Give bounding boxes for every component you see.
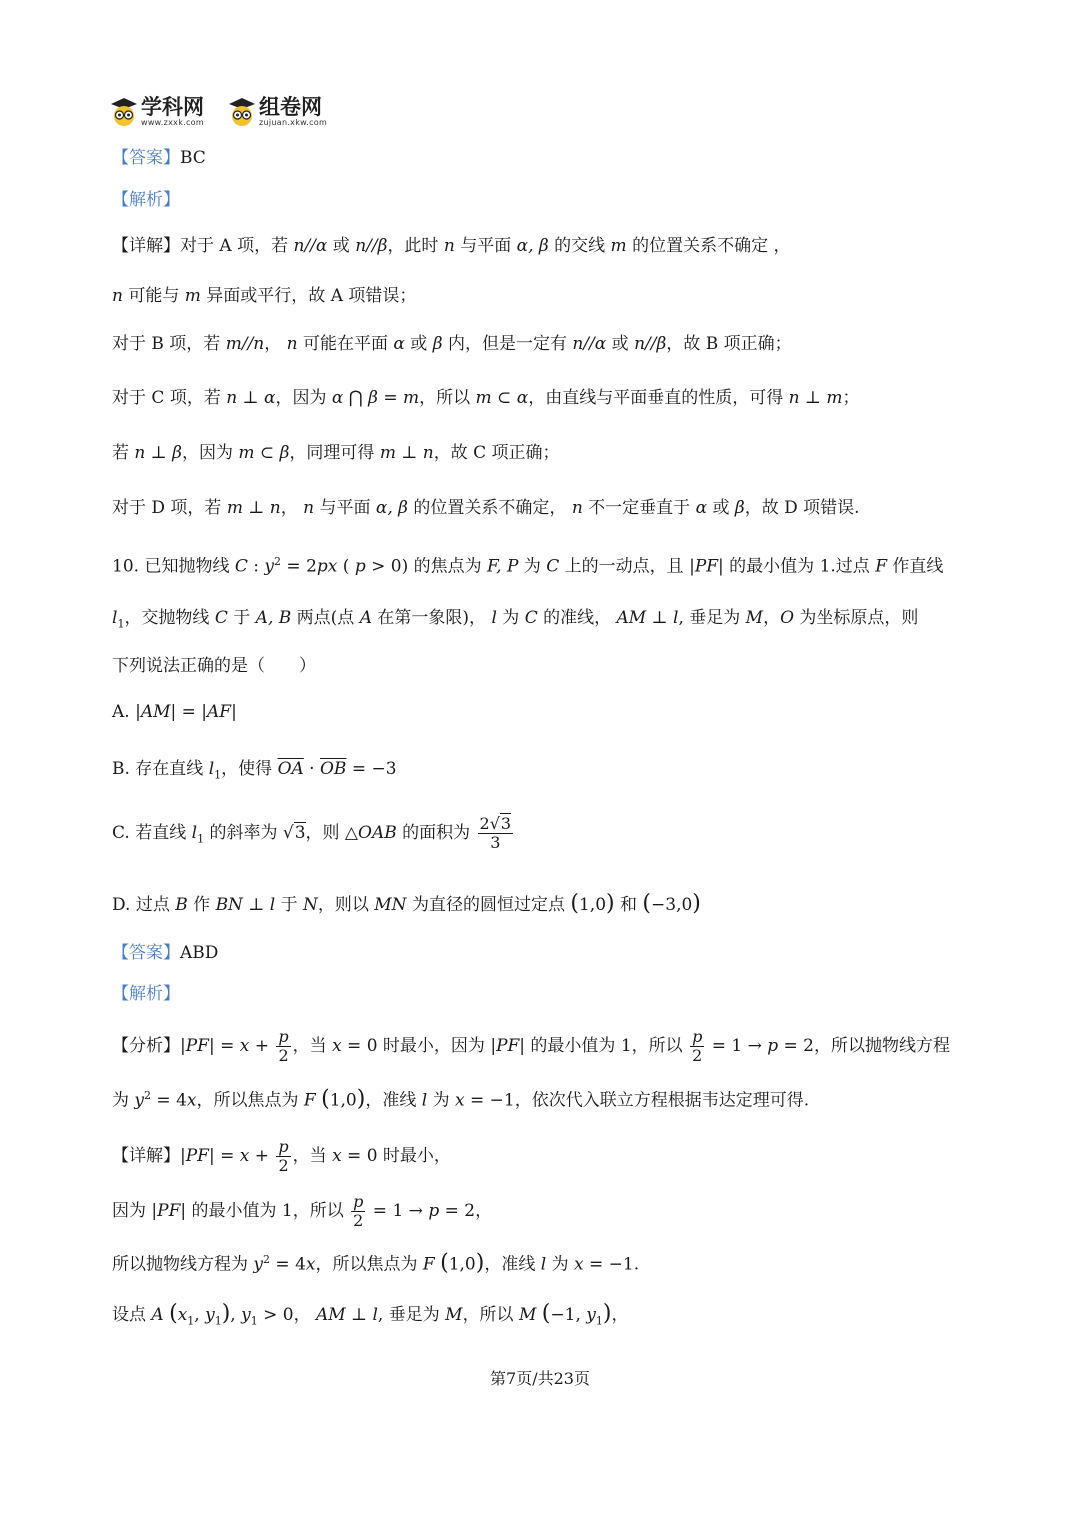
logo-name: 组卷网: [259, 95, 322, 119]
option-d: D. 过点 B 作 BN ⊥ l 于 N，则以 MN 为直径的圆恒过定点 (1,0) 和 (−3,0): [112, 891, 701, 916]
q9-detail-line-6: 对于 D 项，若 m ⊥ n， n 与平面 α, β 的位置关系不确定， n 不一定垂直于 α 或 β，故 D 项错误.: [112, 498, 860, 518]
q10-stem-line-2: $l_1$，交抛物线 C 于 A, B 两点(点 A 在第一象限)， l 为 C 的准线， AM ⊥ l, 垂足为 M，O 为坐标原点，则: [112, 608, 919, 631]
answer-value: BC: [180, 148, 206, 168]
q9-analysis-line: [112, 188, 180, 212]
q10-fenxi-line-2: 为 $y^2 = 4x$，所以焦点为 F (1,0)，准线 l 为 x = −1，依次代入联立方程根据韦达定理可得.: [112, 1086, 810, 1112]
page-footer: 第7页/共23页: [490, 1369, 590, 1388]
logo-name: 学科网: [141, 95, 204, 119]
q10-detail-line-4: 设点 A ($x_1$, $y_1$), $y_1 > 0$， AM ⊥ l, 垂足为 M，所以 M (−1, $y_1$)，: [112, 1301, 629, 1328]
q10-fenxi-line-1: 【分析】|PF| = x + $\frac{p}{2}$ ，当 x = 0 时最小，因为 |PF| 的最小值为 1，所以 $\frac{p}{2}$ = 1 → p = 2，所以抛物线方程: [112, 1027, 950, 1065]
logo-url: www.zxxk.com: [141, 118, 204, 127]
q10-stem-line-1: 10. 已知抛物线 C : $y^2 = 2px$ ( p > 0) 的焦点为 F, P 为 C 上的一动点，且 |PF| 的最小值为 1.过点 F 作直线: [112, 555, 944, 577]
q10-answer-line: [112, 941, 218, 965]
option-b: B. 存在直线 $l_1$，使得 $\overline{OA} \cdot \overline{OB} = -3$: [112, 759, 397, 782]
q10-detail-line-3: 所以抛物线方程为 $y^2 = 4x$，所以焦点为 F (1,0)，准线 l 为 x = −1.: [112, 1250, 640, 1276]
q10-detail-line-2: 因为 |PF| 的最小值为 1，所以 $\frac{p}{2}$ = 1 → p = 2，: [112, 1192, 493, 1230]
analysis-tag: 【解析】: [112, 190, 180, 210]
q10-detail-line-1: 【详解】|PF| = x + $\frac{p}{2}$ ，当 x = 0 时最小，: [112, 1137, 451, 1175]
zujuan-logo: [228, 96, 327, 127]
option-c: C. 若直线 $l_1$ 的斜率为 √3，则 △OAB 的面积为 $\frac{2√3}{3}$: [112, 814, 512, 852]
detail-tag: 【详解】: [112, 1146, 180, 1166]
owl-face-icon: [110, 97, 138, 127]
q9-answer-line: [112, 146, 206, 170]
option-a: A. |AM| = |AF|: [112, 702, 237, 722]
q9-detail-line-2: n 可能与 m 异面或平行，故 A 项错误；: [112, 286, 417, 306]
detail-tag: 【详解】: [112, 236, 180, 256]
answer-tag: 【答案】: [112, 943, 180, 963]
analysis-tag: 【解析】: [112, 984, 180, 1004]
fenxi-tag: 【分析】: [112, 1036, 180, 1056]
q9-detail-line-5: 若 n ⊥ β，因为 m ⊂ β，同理可得 m ⊥ n，故 C 项正确；: [112, 443, 560, 463]
q9-detail-line-4: 对于 C 项，若 n ⊥ α，因为 α ⋂ β = m，所以 m ⊂ α，由直线与平面垂直的性质，可得 n ⊥ m；: [112, 388, 860, 408]
q10-analysis-line: [112, 982, 180, 1006]
answer-tag: 【答案】: [112, 148, 180, 168]
owl-face-icon: [228, 97, 256, 127]
q9-detail-line-3: 对于 B 项，若 m//n， n 可能在平面 α 或 β 内，但是一定有 n//α 或 n//β，故 B 项正确；: [112, 334, 792, 354]
q10-stem-line-3: 下列说法正确的是（ ）: [112, 656, 316, 676]
logo-url: zujuan.xkw.com: [259, 118, 328, 127]
xueke-logo: [110, 96, 204, 127]
answer-value: ABD: [180, 943, 219, 963]
q9-detail-line-1: 【详解】对于 A 项，若 n//α 或 n//β，此时 n 与平面 α, β 的交线 m 的位置关系不确定 ，: [112, 236, 791, 256]
